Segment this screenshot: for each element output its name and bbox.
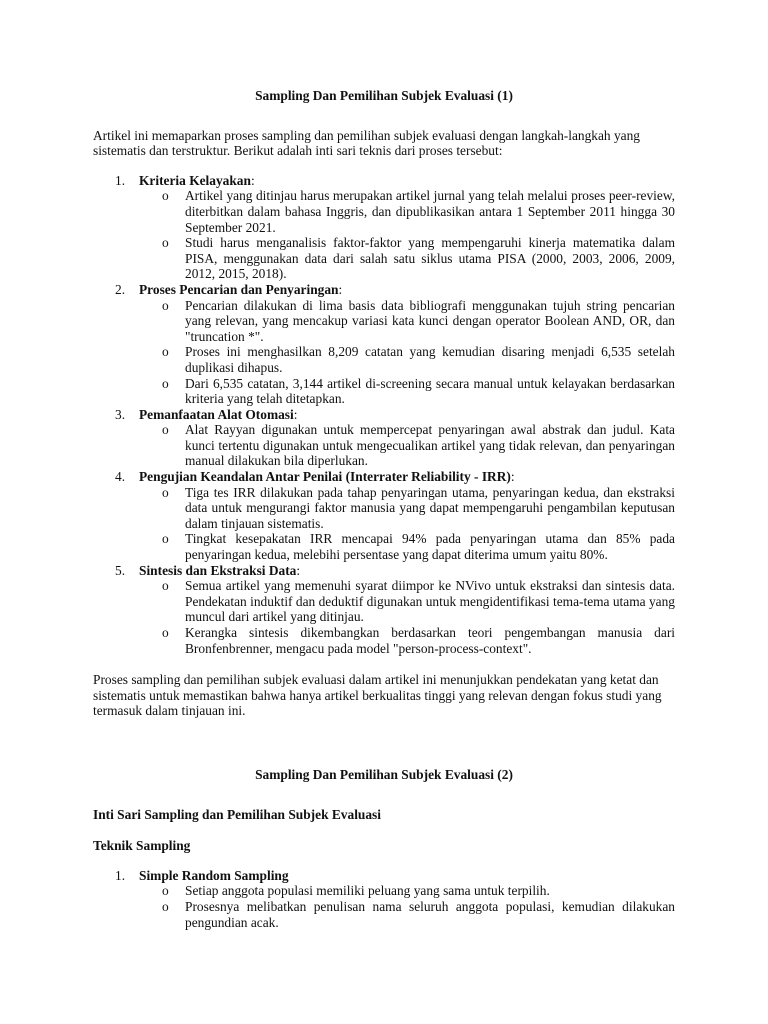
bullet-text: Prosesnya melibatkan penulisan nama seluruh anggota populasi, kemudian dilakukan pengundian acak. — [185, 898, 675, 930]
list-item — [93, 563, 675, 657]
bullet-icon: o — [162, 531, 169, 547]
heading-colon: : — [293, 406, 298, 422]
bullet-text: Kerangka sintesis dikembangkan berdasarkan teori pengembangan manusia dari Bronfenbrenner, mengacu pada model "person-process-context". — [185, 625, 675, 656]
bullet-icon: o — [162, 422, 169, 438]
list-item — [93, 469, 675, 563]
list-number: 1. — [115, 867, 126, 883]
heading-colon: : — [338, 281, 343, 297]
heading-colon: : — [510, 469, 515, 485]
section1-conclusion: Proses sampling dan pemilihan subjek evaluasi dalam artikel ini menunjukkan pendekatan yang ketat dan sistematis untuk memastikan bahwa hanya artikel berkualitas tinggi yang relevan dengan fokus studi yang termasuk dalam tinjauan ini. — [93, 672, 662, 719]
list-item-heading: Pemanfaatan Alat Otomasi — [139, 406, 294, 422]
list-item-heading: Sintesis dan Ekstraksi Data — [139, 562, 297, 578]
list-item — [93, 282, 675, 407]
heading-colon: : — [250, 172, 255, 188]
sub-list-item — [93, 625, 675, 656]
bullet-text: Pencarian dilakukan di lima basis data bibliografi menggunakan tujuh string pencarian yang relevan, yang mencakup variasi kata kunci dengan operator Boolean AND, OR, dan "truncation *". — [185, 297, 675, 344]
sub-list-item — [93, 235, 675, 282]
bullet-icon: o — [162, 188, 169, 204]
sub-list-item — [93, 578, 675, 625]
bullet-text: Semua artikel yang memenuhi syarat diimpor ke NVivo untuk ekstraksi dan sintesis data. Pendekatan induktif dan deduktif digunakan untuk mengidentifikasi tema-tema utama yang muncul dari artikel yang ditinjau. — [185, 578, 675, 625]
list-item-heading: Proses Pencarian dan Penyaringan — [139, 281, 339, 297]
sub-list-item — [93, 188, 675, 235]
sub-list-item — [93, 531, 675, 562]
bullet-icon: o — [162, 344, 169, 360]
sub-list-item — [93, 422, 675, 469]
sub-list — [139, 485, 675, 563]
sub-list — [139, 298, 675, 407]
sub-list — [139, 422, 675, 469]
list-number: 3. — [115, 406, 126, 422]
list-item-heading: Pengujian Keandalan Antar Penilai (Interrater Reliability - IRR) — [139, 469, 511, 485]
bullet-icon: o — [162, 484, 169, 500]
bullet-text: Artikel yang ditinjau harus merupakan artikel jurnal yang telah melalui proses peer-review, diterbitkan dalam bahasa Inggris, dan dipublikasikan antara 1 September 2011 hingga 30 September 2021. — [185, 188, 675, 235]
sub-list — [139, 188, 675, 282]
section1-title: Sampling Dan Pemilihan Subjek Evaluasi (1) — [255, 88, 513, 103]
sub-list-item — [93, 298, 675, 345]
bullet-icon: o — [162, 883, 169, 899]
document-page — [93, 82, 675, 930]
list-number: 2. — [115, 281, 126, 297]
sub-list-item — [93, 485, 675, 532]
list-item-heading: Simple Random Sampling — [139, 867, 289, 883]
section1-intro: Artikel ini memaparkan proses sampling dan pemilihan subjek evaluasi dengan langkah-langkah yang sistematis dan terstruktur. Berikut adalah inti sari teknis dari proses tersebut: — [93, 127, 641, 159]
section2-list — [93, 868, 675, 930]
section1-list — [93, 173, 675, 656]
list-item — [93, 868, 675, 930]
bullet-icon: o — [162, 297, 169, 313]
bullet-icon: o — [162, 625, 169, 640]
bullet-text: Studi harus menganalisis faktor-faktor yang mempengaruhi kinerja matematika dalam PISA, menggunakan data dari salah satu siklus utama PISA (2000, 2003, 2006, 2009, 2012, 2015, 2018). — [185, 235, 675, 282]
bullet-text: Dari 6,535 catatan, 3,144 artikel di-screening secara manual untuk kelayakan berdasarkan kriteria yang telah ditetapkan. — [185, 375, 675, 407]
list-item-heading: Kriteria Kelayakan — [139, 172, 251, 188]
list-number: 1. — [115, 172, 126, 188]
section2-subtitle: Inti Sari Sampling dan Pemilihan Subjek Evaluasi — [93, 806, 381, 822]
sub-list-item — [93, 899, 675, 930]
bullet-text: Proses ini menghasilkan 8,209 catatan yang kemudian disaring menjadi 6,535 setelah duplikasi dihapus. — [185, 344, 675, 375]
list-item — [93, 407, 675, 469]
bullet-icon: o — [162, 375, 169, 391]
sub-list-item — [93, 376, 675, 407]
list-item — [93, 173, 675, 282]
bullet-icon: o — [162, 235, 169, 251]
section2-heading: Teknik Sampling — [93, 838, 191, 854]
sub-list — [139, 578, 675, 656]
bullet-icon: o — [162, 898, 169, 914]
sub-list-item — [93, 883, 675, 899]
bullet-text: Setiap anggota populasi memiliki peluang yang sama untuk terpilih. — [185, 883, 550, 899]
bullet-text: Tingkat kesepakatan IRR mencapai 94% pada penyaringan utama dan 85% pada penyaringan kedua, melebihi persentase yang dapat diterima umum yaitu 80%. — [185, 531, 675, 563]
bullet-text: Alat Rayyan digunakan untuk mempercepat penyaringan awal abstrak dan judul. Kata kunci tertentu digunakan untuk mengecualikan artikel yang tidak relevan, dan penyaringan manual dilakukan bila diperlukan. — [185, 422, 675, 469]
list-number: 5. — [115, 562, 126, 578]
section2-title: Sampling Dan Pemilihan Subjek Evaluasi (2) — [255, 766, 513, 782]
heading-colon: : — [296, 562, 301, 578]
list-number: 4. — [115, 469, 126, 485]
bullet-text: Tiga tes IRR dilakukan pada tahap penyaringan utama, penyaringan kedua, dan ekstraksi data untuk mengurangi faktor manusia yang dapat mempengaruhi pengambilan keputusan dalam tinjauan sistematis. — [185, 484, 675, 531]
bullet-icon: o — [162, 578, 169, 594]
sub-list-item — [93, 344, 675, 375]
sub-list — [139, 883, 675, 930]
